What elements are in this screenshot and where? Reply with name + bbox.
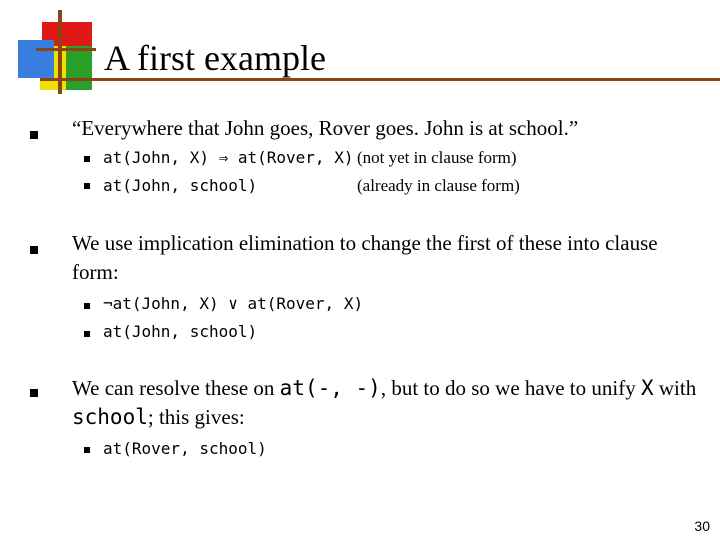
page-number: 30	[694, 518, 710, 534]
bullet-3-part-1: We can resolve these on	[72, 376, 280, 400]
bullet-3-part-3: with	[653, 376, 697, 400]
sub-bullet-marker	[84, 156, 90, 162]
logo-squares	[0, 0, 100, 100]
clause-note: (not yet in clause form)	[357, 148, 517, 167]
bullet-marker-1	[30, 131, 38, 139]
clause-note: (already in clause form)	[357, 176, 520, 195]
logo-vertical-bar	[58, 10, 62, 94]
bullet-3-code-2: X	[640, 376, 654, 400]
sub-bullet-marker	[84, 303, 90, 309]
slide-title: A first example	[104, 38, 326, 78]
bullet-marker-2	[30, 246, 38, 254]
bullet-3-code-3: school	[72, 405, 148, 429]
bullet-3-part-4: ; this gives:	[147, 405, 245, 429]
bullet-3-code-1: at(-, -)	[279, 376, 381, 400]
bullet-2-text: We use implication elimination to change the first of these into clause form:	[72, 231, 658, 284]
sub-bullet-marker	[84, 331, 90, 337]
logo-green-square	[66, 46, 92, 90]
bullet-3-part-2: , but to do so we have to unify	[380, 376, 641, 400]
sub-bullet-2-1: ¬at(John, X) ∨ at(Rover, X)	[103, 294, 364, 313]
logo-blue-square	[18, 40, 54, 78]
sub-bullet-2-2: at(John, school)	[103, 322, 258, 341]
sub-bullet-marker	[84, 447, 90, 453]
logo-horizontal-bar	[36, 48, 96, 51]
clause-code: at(John, X) ⇒ at(Rover, X)	[103, 148, 354, 167]
bullet-3-text	[72, 374, 702, 432]
clause-code: at(John, school)	[103, 176, 258, 195]
bullet-1-text: “Everywhere that John goes, Rover goes. John is at school.”	[72, 116, 579, 140]
bullet-marker-3	[30, 389, 38, 397]
sub-bullet-1-1	[103, 147, 353, 170]
sub-bullet-marker	[84, 183, 90, 189]
sub-bullet-1-2	[103, 175, 257, 198]
sub-bullet-3-1: at(Rover, school)	[103, 439, 267, 458]
